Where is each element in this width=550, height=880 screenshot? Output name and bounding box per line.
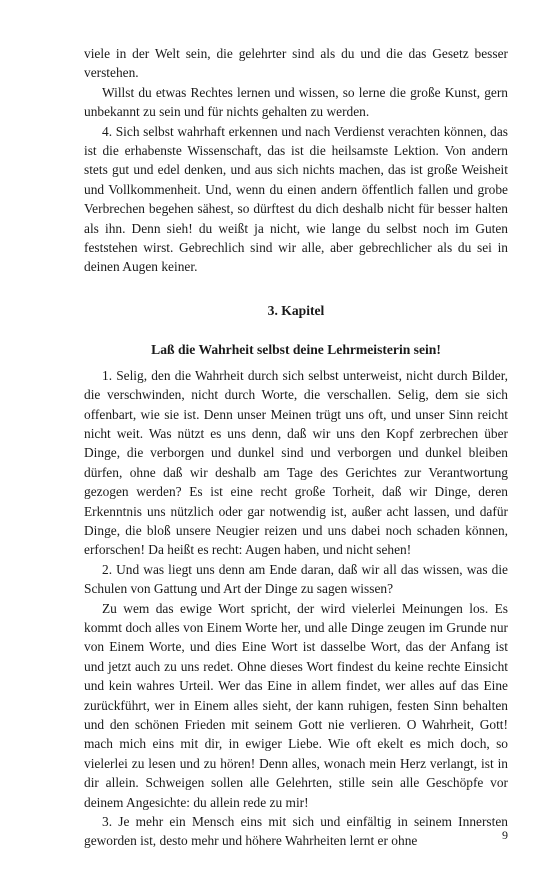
paragraph: 4. Sich selbst wahrhaft erkennen und nach Verdienst verachten können, das ist die erhabenste Wissenschaft, das ist die heilsamste Lektion. Von andern stets gut und edel denken, und aus sich nichts machen, das ist große Weisheit und Vollkommenheit. Und, wenn du einen andern öffentlich fallen und grobe Verbrechen begehen sähest, so dürftest du dich deshalb nicht für besser halten als ihn. Denn sieh! du weißt ja nicht, wie lange du selbst noch im Guten feststehen wirst. Gebrechlich sind wir alle, aber gebrechlicher als du sei in deinen Augen keiner. bbox=[84, 123, 508, 275]
paragraph: viele in der Welt sein, die gelehrter sind als du und die das Gesetz besser verstehen. bbox=[84, 46, 508, 81]
chapter-title: Laß die Wahrheit selbst deine Lehrmeisterin sein! bbox=[151, 342, 441, 358]
paragraph: Zu wem das ewige Wort spricht, der wird vielerlei Meinungen los. Es kommt doch alles von Einem Worte her, und alle Dinge zeugen im Grunde nur von Einem Worte, und dies Eine Wort ist dasselbe Wort, das der Anfang ist und jetzt auch zu uns redet. Ohne dieses Wort findest du keine rechte Einsicht und kein wahres Urteil. Wer das Eine in allem findet, wer alles auf das Eine zurückführt, wer in Einem alles sieht, der kann ruhigen, festen Sinn behalten und den schönen Frieden mit seinem Gott nie verlieren. O Wahrheit, Gott! mach mich eins mit dir, in ewiger Liebe. Wie oft ekelt es mich doch, so vielerlei zu lesen und zu hören! Denn alles, wonach mein Herz verlangt, ist in dir allein. Schweigen sollen alle Gelehrten, stille sein alle Geschöpfe vor deinem Angesichte: du allein rede zu mir! bbox=[84, 600, 508, 810]
paragraph: 2. Und was liegt uns denn am Ende daran, daß wir all das wissen, was die Schulen von Gattung und Art der Dinge zu sagen wissen? bbox=[84, 561, 508, 597]
paragraph: 1. Selig, den die Wahrheit durch sich selbst unterweist, nicht durch Bilder, die verschwinden, nicht durch Worte, die verschallen. Selig, dem sie sich offenbart, wie sie ist. Denn unser Meinen trügt uns oft, und unser Sinn reicht nicht weit. Was nützt es uns denn, daß wir uns den Kopf zerbrechen über Dinge, die verborgen und dunkel sind und verborgen und dunkel bleiben dürfen, ohne daß wir deshalb am Tage des Gerichtes zur Verantwortung gezogen werden? Es ist eine recht große Torheit, daß wir Dinge, deren Erkenntnis uns nützlich oder gar notwendig ist, außer acht lassen, und dafür Dinge, die bloß unsere Neugier reizen und uns dabei noch schaden können, erforschen! Da heißt es recht: Augen haben, und nicht sehen! bbox=[84, 367, 508, 558]
chapter-heading: 3. Kapitel bbox=[267, 302, 325, 318]
page-number: 9 bbox=[502, 828, 508, 842]
paragraph: 3. Je mehr ein Mensch eins mit sich und einfältig in seinem Innersten geworden ist, desto mehr und höhere Wahrheiten lernt er ohne bbox=[84, 814, 508, 849]
page-body bbox=[84, 44, 508, 851]
paragraph: Willst du etwas Rechtes lernen und wissen, so lerne die große Kunst, gern unbekannt zu sein und für nichts gehalten zu werden. bbox=[84, 84, 508, 120]
